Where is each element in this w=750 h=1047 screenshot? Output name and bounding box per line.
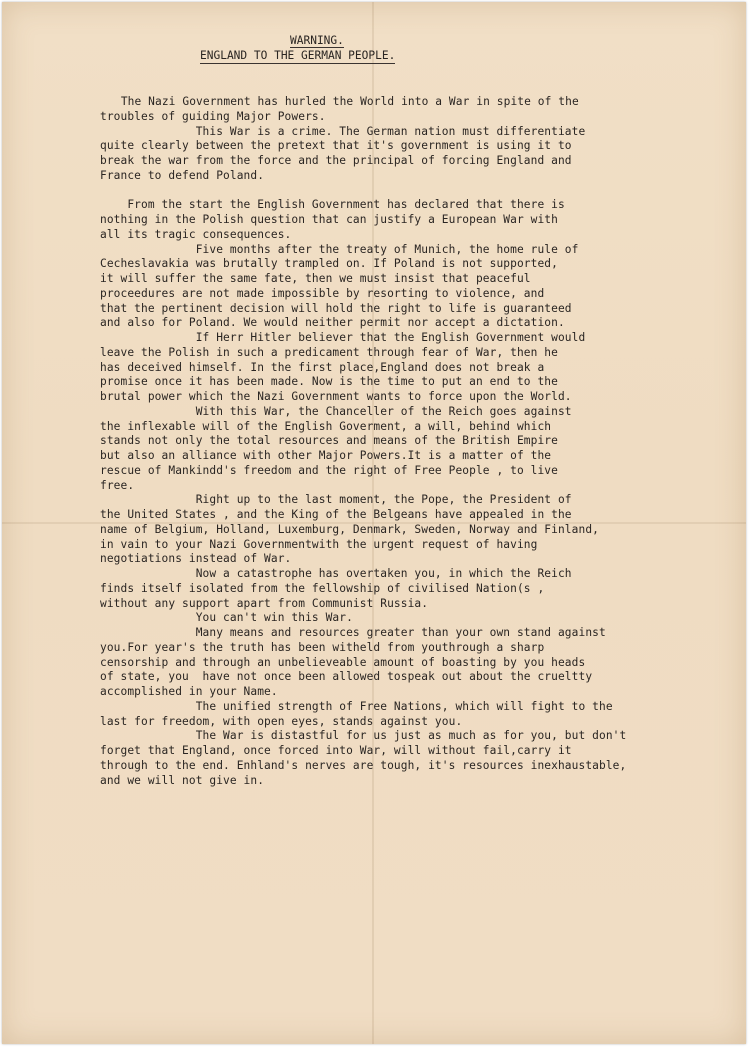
body-line: and we will not give in. (100, 773, 265, 787)
document-subheading: ENGLAND TO THE GERMAN PEOPLE. (200, 49, 396, 62)
body-line: name of Belgium, Holland, Luxemburg, Denmark, Sweden, Norway and Finland, (100, 522, 599, 536)
body-line: This War is a crime. The German nation must differentiate (100, 124, 586, 138)
body-line: The War is distastful for us just as much as for you, but don't (100, 729, 627, 743)
paper-sheet (2, 2, 746, 1044)
body-line: troubles of guiding Major Powers. (100, 109, 326, 123)
body-line: From the start the English Government has declared that there is (100, 198, 565, 212)
body-line: you.For year's the truth has been witheld from youthrough a sharp (100, 640, 545, 654)
body-line: The Nazi Government has hurled the World into a War in spite of the (114, 95, 579, 108)
body-line: finds itself isolated from the fellowship of civilised Nation(s , (100, 581, 545, 595)
body-line: has deceived himself. In the first place,England does not break a (100, 360, 545, 374)
body-line: brutal power which the Nazi Government wants to force upon the World. (100, 390, 572, 403)
body-line: leave the Polish in such a predicament through fear of War, then he (100, 345, 558, 359)
body-line: last for freedom, with open eyes, stands against you. (100, 714, 463, 728)
body-line: forget that England, once forced into War, will without fail,carry it (100, 744, 572, 757)
body-line: promise once it has been made. Now is the time to put an end to the (100, 375, 558, 389)
body-line: it will suffer the same fate, then we must insist that peaceful (100, 272, 531, 285)
body-line: without any support apart from Communist Russia. (100, 596, 429, 610)
body-line: quite clearly between the pretext that it's government is using it to (100, 139, 572, 153)
body-line: The unified strength of Free Nations, which will fight to the (100, 699, 613, 713)
body-line: in vain to your Nazi Governmentwith the urgent request of having (100, 537, 538, 551)
document-heading: WARNING. (290, 34, 344, 47)
body-line: If Herr Hitler believer that the English Government would (100, 331, 586, 344)
body-line: stands not only the total resources and means of the British Empire (100, 434, 558, 448)
body-line: break the war from the force and the principal of forcing England and (100, 154, 572, 167)
body-line: Now a catastrophe has overtaken you, in which the Reich (100, 567, 572, 580)
body-line: negotiations instead of War. (100, 552, 292, 566)
body-line: rescue of Mankindd's freedom and the right of Free People , to live (100, 463, 558, 477)
body-line: proceedures are not made impossible by resorting to violence, and (100, 286, 545, 300)
body-line: France to defend Poland. (100, 168, 265, 182)
body-line: through to the end. Enhland's nerves are tough, it's resources inexhaustable, (100, 758, 627, 772)
body-line: all its tragic consequences. (100, 227, 292, 241)
body-line: that the pertinent decision will hold the right to life is guaranteed (100, 301, 572, 315)
body-line: and also for Poland. We would neither permit nor accept a dictation. (100, 316, 565, 330)
body-line: Five months after the treaty of Munich, the home rule of (100, 242, 579, 256)
body-line: the United States , and the King of the Belgeans have appealed in the (100, 508, 572, 521)
body-line: the inflexable will of the English Goverment, a will, behind which (100, 419, 552, 433)
body-line: With this War, the Chanceller of the Reich goes against (100, 404, 572, 418)
body-line: Cecheslavakia was brutally trampled on. If Poland is not supported, (100, 257, 558, 271)
body-line: of state, you have not once been allowed tospeak out about the crueltty (100, 670, 593, 684)
body-line: Many means and resources greater than your own stand against (100, 626, 606, 639)
body-line: but also an alliance with other Major Powers.It is a matter of the (100, 449, 552, 462)
body-line: nothing in the Polish question that can justify a European War with (100, 213, 558, 226)
body-line: censorship and through an unbelieveable amount of boasting by you heads (100, 655, 586, 669)
body-line: Right up to the last moment, the Pope, the President of (100, 493, 572, 507)
body-line: You can't win this War. (100, 611, 353, 625)
body-line: free. (100, 478, 135, 492)
body-line: accomplished in your Name. (100, 685, 278, 698)
